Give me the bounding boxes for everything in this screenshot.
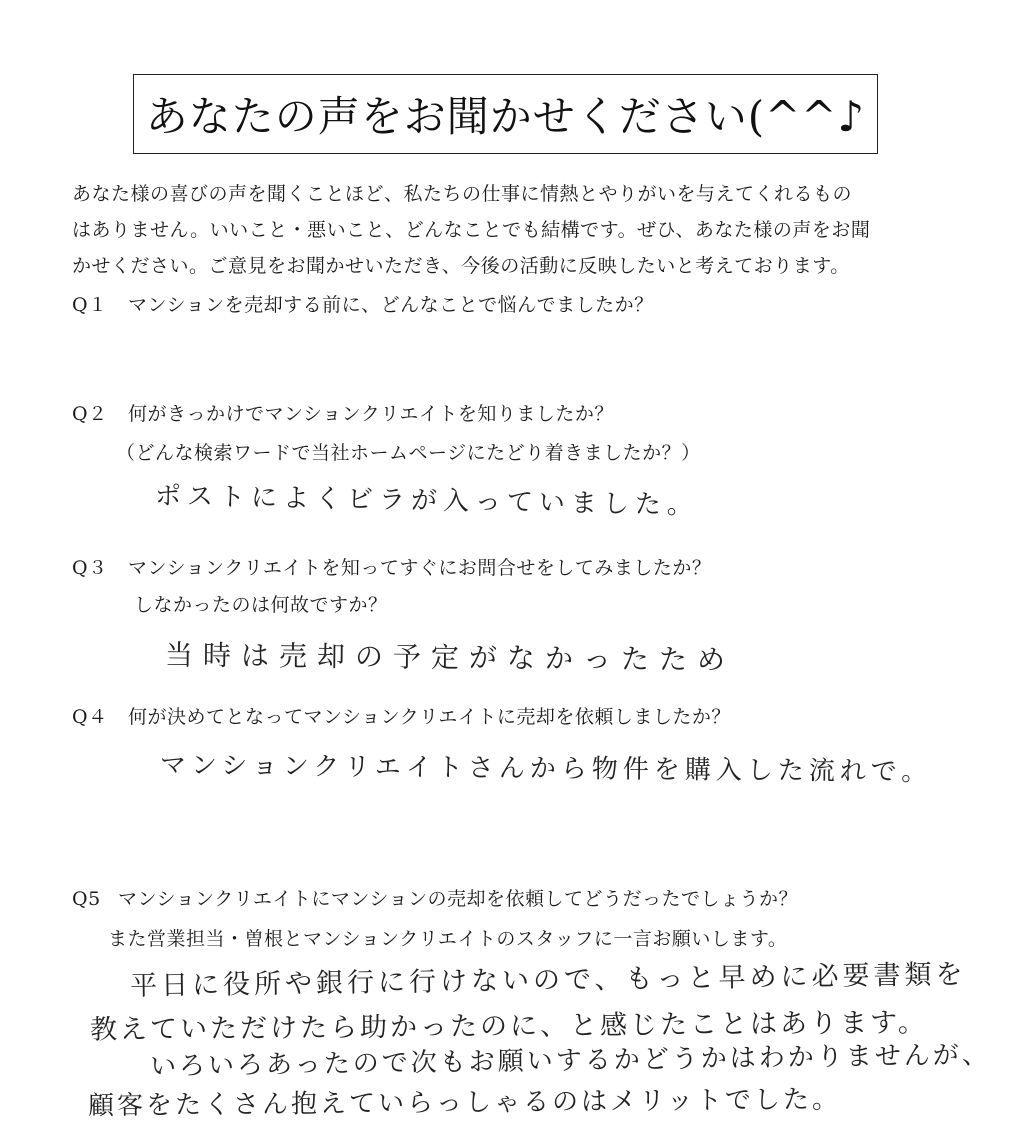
intro-line: あなた様の喜びの声を聞くことほど、私たちの仕事に情熱とやりがいを与えてくれるもの [72, 183, 853, 205]
intro-line: はありません。いいこと・悪いこと、どんなことでも結構です。ぜひ、あなた様の声をお聞 [72, 219, 871, 241]
question-text: 何が決めてとなってマンションクリエイトに売却を依頼しましたか？ [128, 706, 731, 728]
answer-q2: ポストによくビラが入っていました。 [154, 481, 700, 521]
answer-q5-line: 教えていただけたら助かったのに、と感じたことはあります。 [89, 1007, 928, 1046]
answer-q3: 当時は売却の予定がなかったため [164, 638, 736, 677]
question-number: Q３ [72, 557, 108, 579]
question-3 [72, 553, 711, 580]
answer-q5-line: 顧客をたくさん抱えていらっしゃるのはメリットでした。 [87, 1084, 842, 1122]
question-text: マンションクリエイトにマンションの売却を依頼してどうだったでしょうか？ [118, 888, 799, 910]
answer-q4: マンションクリエイトさんから物件を購入した流れで。 [159, 750, 933, 788]
question-4 [72, 702, 731, 729]
intro-paragraph [72, 176, 952, 284]
question-text: 何がきっかけでマンションクリエイトを知りましたか？ [128, 403, 614, 425]
question-5 [72, 884, 798, 911]
question-number: Q１ [72, 294, 108, 316]
question-text: マンションを売却する前に、どんなことで悩んでましたか？ [128, 294, 654, 316]
intro-line: かせください。ご意見をお聞かせいただき、今後の活動に反映したいと考えております。 [72, 255, 850, 277]
question-1 [72, 290, 654, 317]
question-number: Q２ [72, 403, 108, 425]
question-text: マンションクリエイトを知ってすぐにお問合せをしてみましたか？ [128, 557, 712, 579]
question-2 [72, 399, 614, 426]
answer-q5-line: 平日に役所や銀行に行けないので、もっと早めに必要書類を [129, 959, 967, 1002]
page-title: あなたの声をお聞かせください(^^♪ [133, 74, 878, 154]
question-5-sub: また営業担当・曽根とマンションクリエイトのスタッフに一言お願いします。 [108, 928, 788, 950]
question-number: Q5 [72, 888, 101, 910]
question-number: Q４ [72, 706, 108, 728]
question-3-sub: しなかったのは何故ですか？ [134, 594, 388, 616]
question-2-sub: （どんな検索ワードで当社ホームページにたどり着きましたか？） [116, 442, 701, 464]
answer-q5-line: いろいろあったので次もお願いするかどうかはわかりませんが、 [149, 1040, 991, 1082]
